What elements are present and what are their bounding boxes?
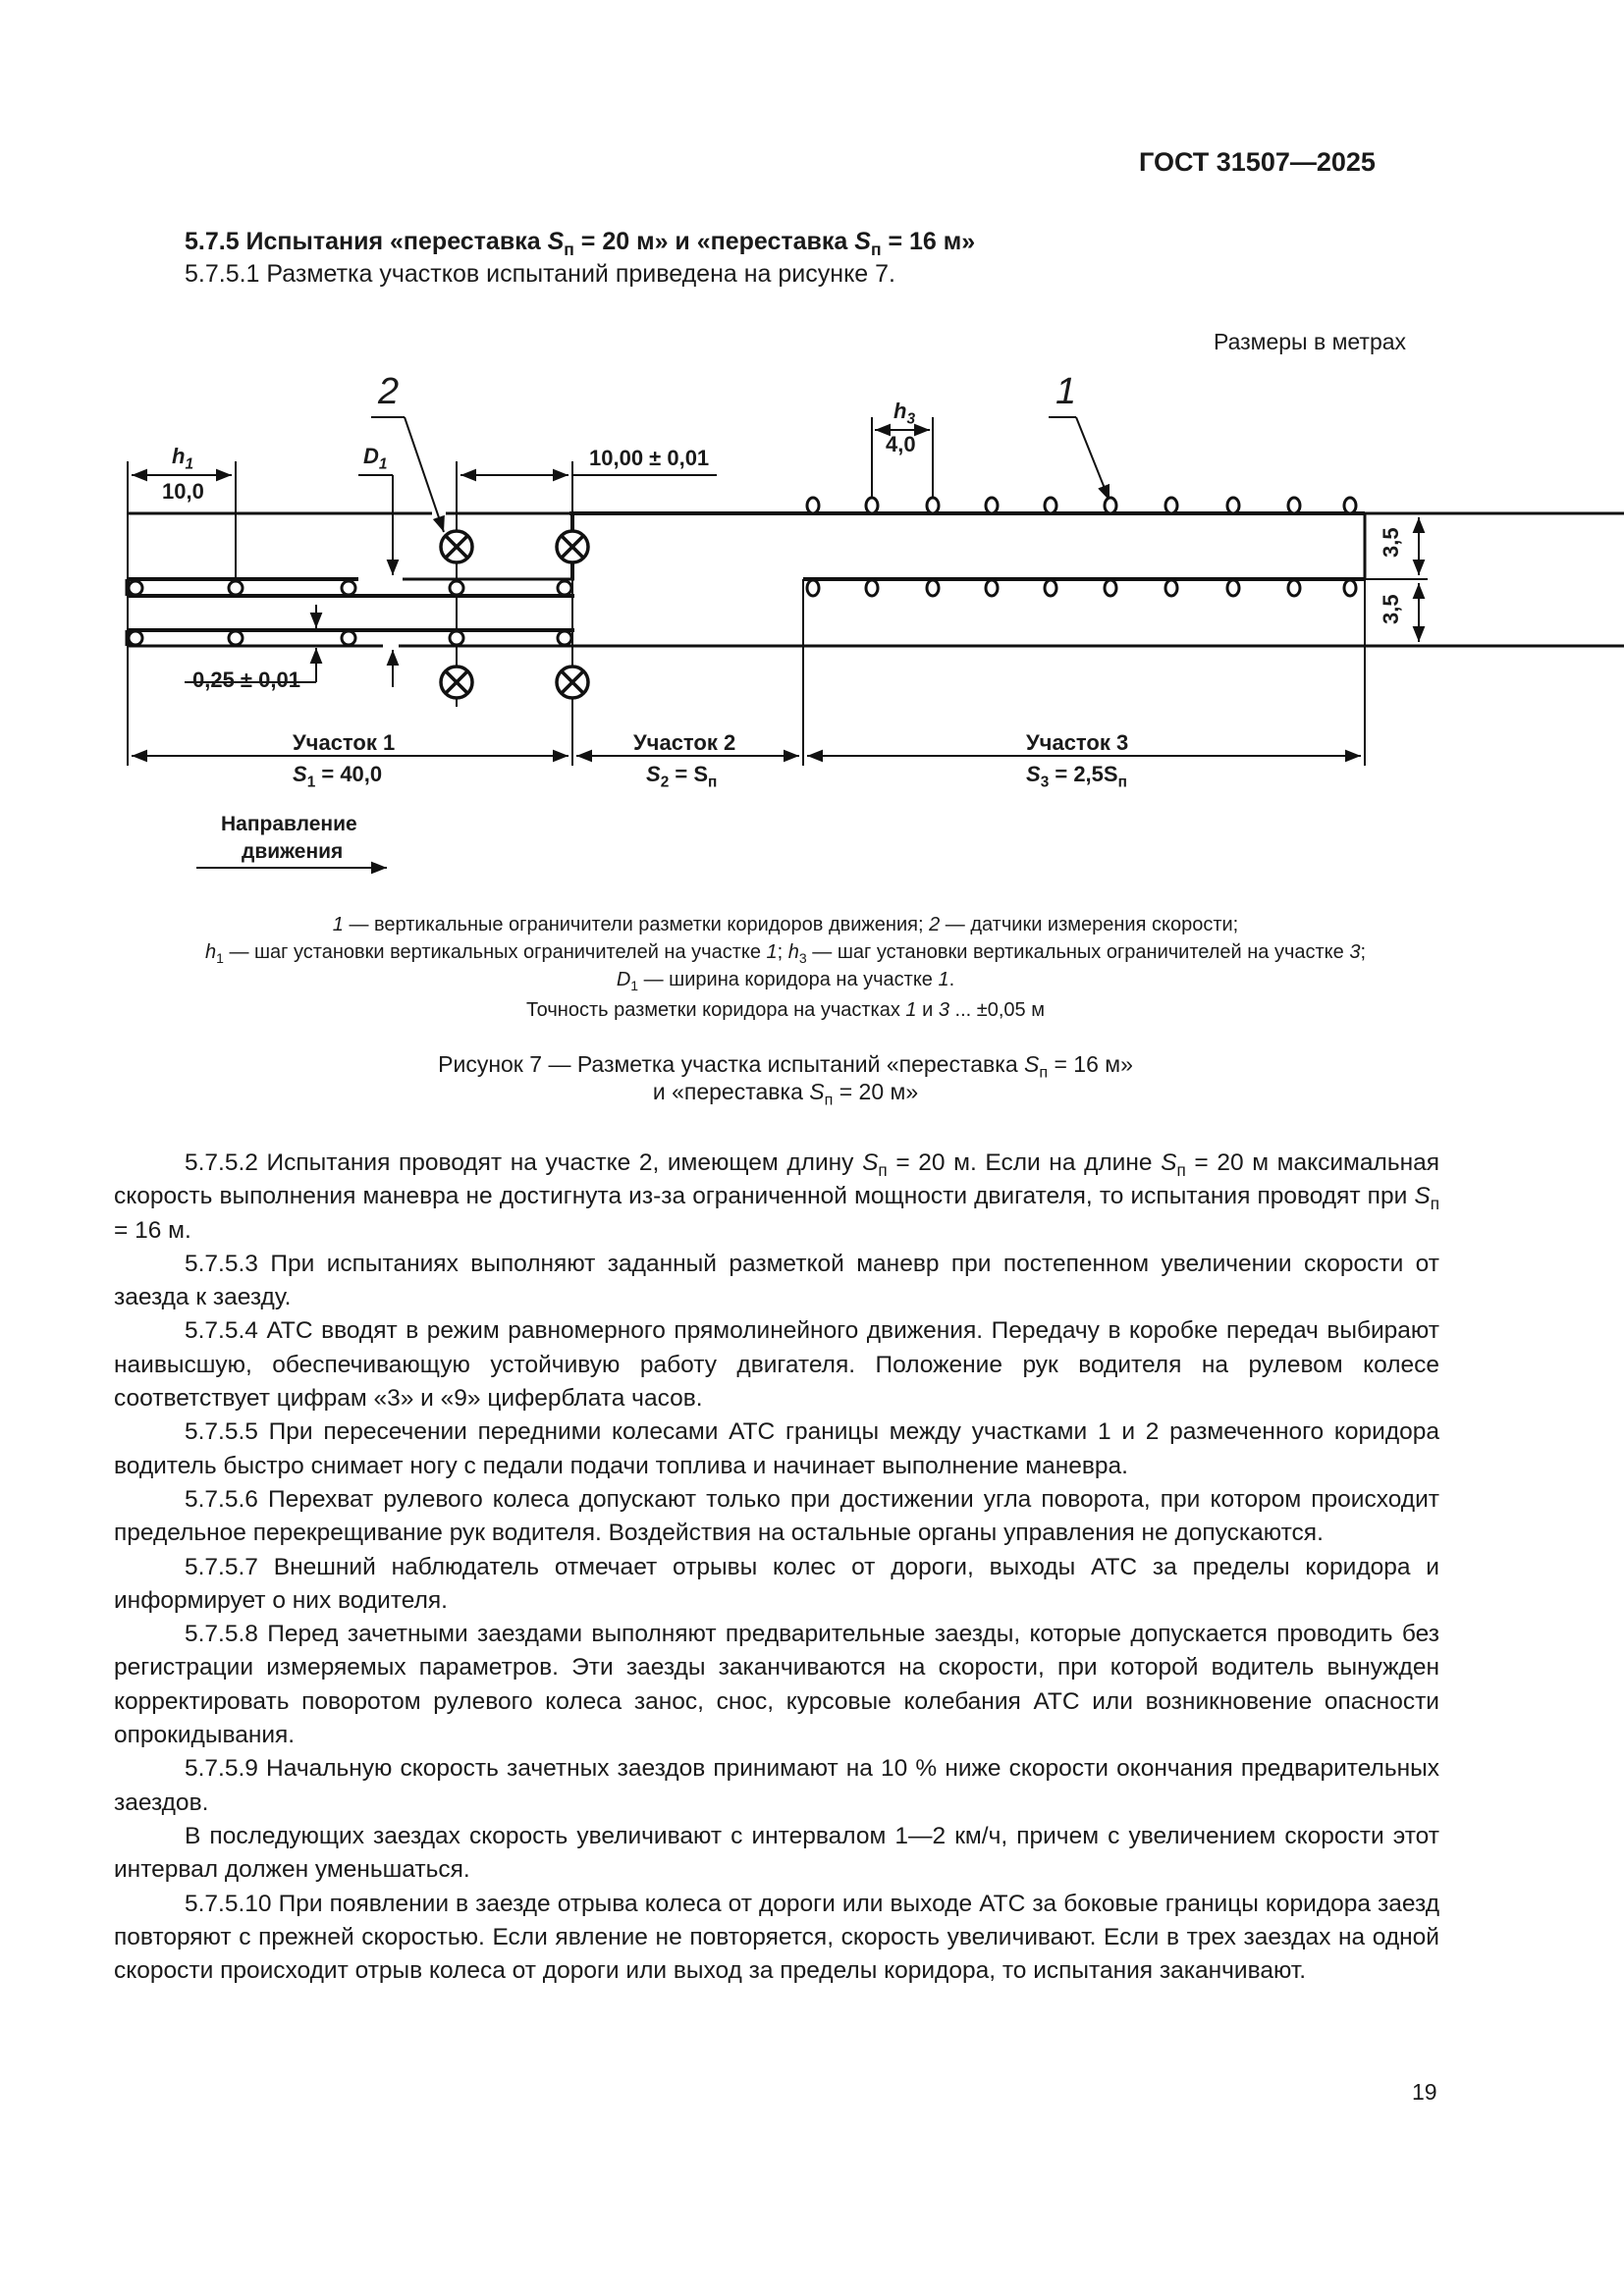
section-2-name: Участок 2 [633, 730, 736, 755]
section-1-name: Участок 1 [293, 730, 396, 755]
width-bottom-dimension: 3,5 [1379, 594, 1403, 624]
formula-subscript: п [1117, 774, 1127, 791]
caption-text: и «переставка [652, 1079, 810, 1104]
note-key: 1 [905, 999, 917, 1021]
caption-line-2 [118, 1078, 1453, 1109]
caption-symbol: S [1024, 1051, 1040, 1077]
para-symbol: S [1414, 1183, 1431, 1210]
para-symbol: S [862, 1149, 879, 1176]
legend-key: h [204, 941, 217, 963]
formula-text: = 2,5S [1049, 762, 1118, 786]
formula-symbol: S [1026, 762, 1041, 786]
note-key: 3 [938, 999, 949, 1021]
formula-subscript: 3 [1040, 774, 1050, 791]
h3-value: 4,0 [886, 432, 916, 456]
clause-5759: 5.7.5.9 Начальную скорость зачетных заездов принимают на 10 % ниже скорости окончания предварительных заездов. [114, 1755, 1439, 1816]
clause-5757: 5.7.5.7 Внешний наблюдатель отмечает отрывы колес от дороги, выходы АТС за пределы коридора и информирует о них водителя. [114, 1553, 1439, 1614]
d1-subscript: 1 [378, 455, 388, 473]
marking-accuracy-note [118, 999, 1453, 1022]
section-1-formula [293, 762, 383, 791]
title-symbol: S [854, 228, 871, 255]
section-title [185, 228, 976, 260]
legend-key: 3 [1349, 941, 1361, 963]
title-text: 5.7.5 Испытания «переставка [185, 228, 548, 255]
legend-text: — датчики измерения скорости; [940, 914, 1239, 935]
formula-symbol: S [293, 762, 307, 786]
formula-subscript: 2 [660, 774, 670, 791]
d1-label [363, 444, 388, 473]
title-subscript: п [564, 240, 574, 260]
caption-line-1 [118, 1050, 1453, 1082]
title-symbol: S [547, 228, 565, 255]
clause-5751: 5.7.5.1 Разметка участков испытаний приведена на рисунке 7. [185, 260, 895, 288]
clause-5752 [114, 1147, 1439, 1248]
title-text: = 16 м» [881, 228, 976, 255]
h1-label [172, 444, 194, 473]
legend-key: 1 [938, 969, 949, 990]
direction-label-line1: Направление [221, 813, 357, 835]
legend-row-3 [118, 966, 1453, 993]
legend-text: — вертикальные ограничители разметки коридоров движения; [343, 914, 930, 935]
caption-text: = 20 м» [833, 1079, 919, 1104]
formula-symbol: S [646, 762, 661, 786]
dimensions-note: Размеры в метрах [1214, 329, 1407, 354]
h1-value: 10,0 [162, 479, 204, 504]
legend-text: ; [1360, 941, 1367, 963]
callout-2-label: 2 [378, 371, 400, 412]
title-text: = 20 м» и «переставка [573, 228, 855, 255]
para-text: = 20 м максимальная скорость выполнения маневра не достигнута из-за ограниченной мощности двигателя, то испытания проводят при [114, 1149, 1440, 1210]
callout-1-label: 1 [1056, 371, 1077, 412]
para-subscript: п [878, 1160, 888, 1180]
figure-legend [118, 911, 1453, 993]
legend-row-2 [118, 938, 1453, 966]
legend-key: 2 [929, 914, 941, 935]
h1-symbol: h [172, 444, 186, 468]
para-text: = 20 м. Если на длине [887, 1149, 1162, 1176]
legend-key: 1 [766, 941, 778, 963]
note-text: ... ±0,05 м [948, 999, 1045, 1021]
legend-text: — шаг установки вертикальных ограничителей на участке [806, 941, 1350, 963]
page-number: 19 [1412, 2079, 1437, 2105]
title-subscript: п [870, 240, 882, 260]
figure-caption [118, 1050, 1453, 1109]
h3-label [893, 399, 916, 428]
legend-subscript: 3 [798, 949, 807, 966]
para-text: = 16 м. [114, 1216, 191, 1244]
legend-subscript: 1 [216, 949, 224, 966]
h3-symbol: h [893, 399, 907, 423]
formula-text: = 40,0 [315, 762, 383, 786]
para-text: 5.7.5.2 Испытания проводят на участке 2, имеющем длину [185, 1149, 863, 1176]
caption-symbol: S [809, 1079, 825, 1104]
line-width-dimension: 0,25 ± 0,01 [192, 667, 300, 692]
legend-row-1 [118, 911, 1453, 938]
caption-text: = 16 м» [1048, 1051, 1133, 1077]
clause-5759-continued: В последующих заездах скорость увеличивают с интервалом 1—2 км/ч, причем с увеличением скорости этот интервал должен уменьшаться. [114, 1822, 1439, 1884]
legend-key: D [616, 969, 631, 990]
clause-5754: 5.7.5.4 АТС вводят в режим равномерного прямолинейного движения. Передачу в коробке передач выбирают наивысшую, обеспечивающую устойчивую работу двигателя. Положение рук водителя на рулевом колесе соответствует цифрам «3» и «9» циферблата часов. [114, 1317, 1439, 1413]
legend-key: h [787, 941, 799, 963]
caption-text: Рисунок 7 — Разметка участка испытаний «переставка [438, 1051, 1025, 1077]
para-subscript: п [1176, 1160, 1186, 1180]
legend-text: . [948, 969, 955, 990]
width-top-dimension: 3,5 [1379, 527, 1403, 558]
h3-subscript: 3 [906, 410, 916, 428]
gap-dimension: 10,00 ± 0,01 [589, 446, 710, 470]
clause-5755: 5.7.5.5 При пересечении передними колесами АТС границы между участками 1 и 2 размеченного коридора водитель быстро снимает ногу с педали подачи топлива и начинает выполнение маневра. [114, 1418, 1439, 1479]
caption-subscript: п [1039, 1063, 1049, 1082]
section-3-formula [1026, 762, 1127, 791]
section-2-formula [646, 762, 718, 791]
h1-subscript: 1 [185, 455, 194, 473]
clause-5758: 5.7.5.8 Перед зачетными заездами выполняют предварительные заезды, которые допускается проводить без регистрации измеряемых параметров. Эти заезды заканчиваются на скорости, при которой водитель вынужден корректировать поворотом рулевого колеса занос, снос, курсовые колебания АТС или возникновение опасности опрокидывания. [114, 1621, 1439, 1749]
caption-subscript: п [824, 1091, 834, 1109]
legend-text: — ширина коридора на участке [638, 969, 939, 990]
body-text [114, 1147, 1439, 1988]
formula-subscript: 1 [306, 774, 316, 791]
legend-subscript: 1 [630, 977, 639, 993]
formula-subscript: п [708, 774, 718, 791]
document-code: ГОСТ 31507—2025 [1139, 147, 1376, 177]
section-3-name: Участок 3 [1026, 730, 1129, 755]
legend-text: ; [777, 941, 788, 963]
para-subscript: п [1430, 1194, 1439, 1214]
clause-57510: 5.7.5.10 При появлении в заезде отрыва колеса от дороги или выходе АТС за боковые границы коридора заезд повторяют с прежней скоростью. Если явление не повторяется, скорость увеличивают. Если в трех заездах на одной скорости происходит отрыв колеса от дороги или выход за пределы коридора, то испытания заканчивают. [114, 1890, 1439, 1985]
formula-text: = S [669, 762, 708, 786]
para-symbol: S [1161, 1149, 1177, 1176]
figure-7-diagram [0, 373, 1624, 903]
clause-5753: 5.7.5.3 При испытаниях выполняют заданный разметкой маневр при постепенном увеличении скорости от заезда к заезду. [114, 1250, 1439, 1311]
direction-label-line2: движения [242, 840, 344, 863]
legend-text: — шаг установки вертикальных ограничителей на участке [223, 941, 767, 963]
d1-symbol: D [363, 444, 379, 468]
clause-5756: 5.7.5.6 Перехват рулевого колеса допускают только при достижении угла поворота, при котором происходит предельное перекрещивание рук водителя. Воздействия на остальные органы управления не допускаются. [114, 1485, 1439, 1547]
note-text: Точность разметки коридора на участках [526, 999, 906, 1021]
legend-key: 1 [332, 914, 344, 935]
note-text: и [916, 999, 939, 1021]
